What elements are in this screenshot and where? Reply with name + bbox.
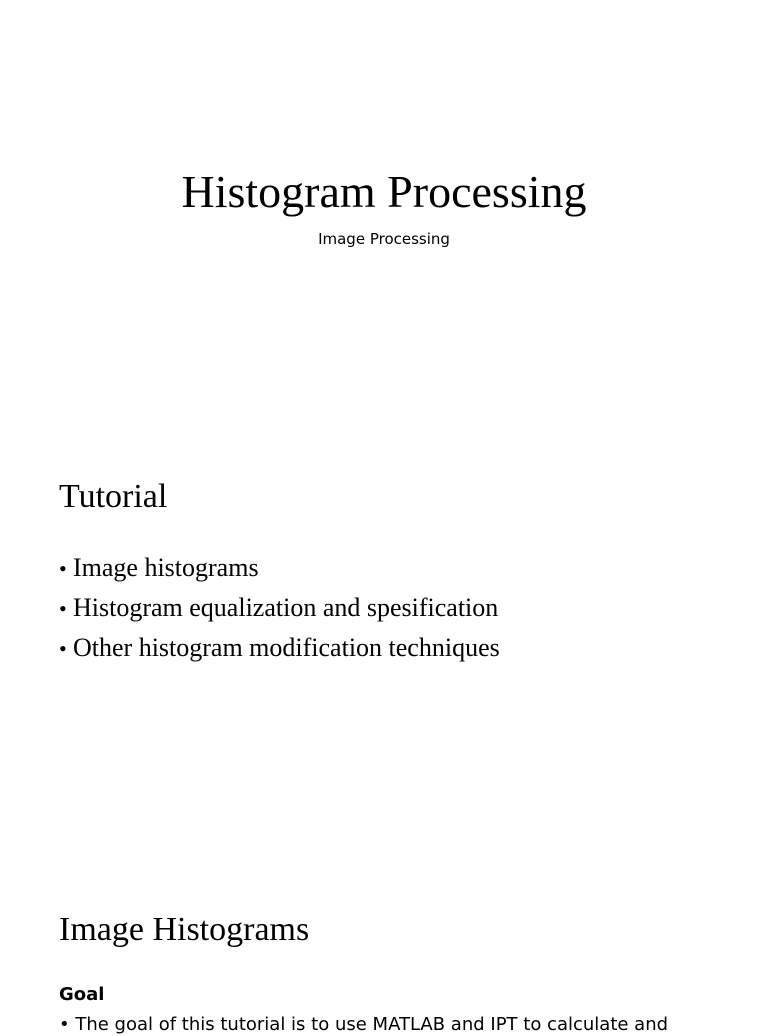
page-title: Histogram Processing (181, 166, 587, 217)
goal-text: • The goal of this tutorial is to use MATLAB and IPT to calculate and (59, 1014, 669, 1035)
list-item (59, 628, 500, 668)
slide-title (0, 0, 768, 432)
list-item-text: Image histograms (73, 553, 259, 582)
list-item-text: Histogram equalization and spesification (73, 593, 499, 622)
bullet-icon: • (59, 556, 67, 581)
section-heading-image-histograms: Image Histograms (59, 911, 310, 948)
goal-label: Goal (59, 984, 105, 1005)
tutorial-bullet-list (59, 548, 500, 668)
slide-image-histograms (0, 864, 768, 1035)
bullet-icon: • (59, 636, 67, 661)
bullet-icon: • (59, 596, 67, 621)
page-subtitle: Image Processing (318, 230, 450, 248)
list-item (59, 548, 500, 588)
list-item (59, 588, 500, 628)
section-heading-tutorial: Tutorial (59, 478, 168, 515)
slide-tutorial (0, 432, 768, 864)
list-item-text: Other histogram modification techniques (73, 633, 500, 662)
